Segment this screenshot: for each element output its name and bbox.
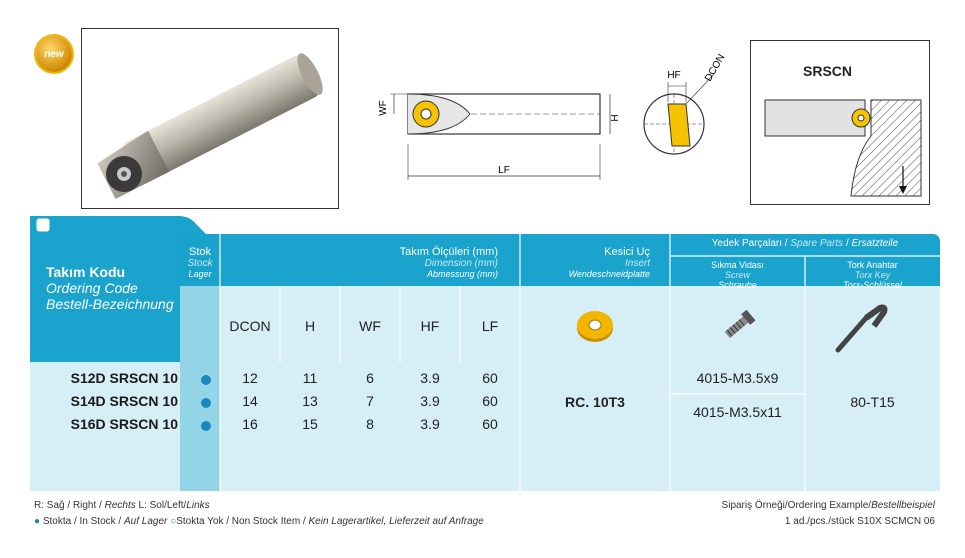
torx-key-icon bbox=[830, 298, 890, 358]
stock-dot-2 bbox=[201, 398, 211, 408]
dimensions-de: Abmessung (mm) bbox=[426, 269, 498, 279]
key-header bbox=[805, 260, 940, 290]
row1-dcon: 12 bbox=[242, 370, 258, 386]
type-diagram bbox=[750, 40, 930, 205]
row3-wf: 8 bbox=[366, 416, 374, 432]
lf-label: LF bbox=[498, 165, 510, 176]
row3-hf: 3.9 bbox=[420, 416, 440, 432]
dimensions-en: Dimension (mm) bbox=[424, 258, 498, 269]
stock-dot-3 bbox=[201, 421, 211, 431]
key-en: Torx Key bbox=[854, 270, 891, 280]
dimensions-tr: Takım Ölçüleri (mm) bbox=[399, 246, 498, 258]
dimension-drawing bbox=[374, 52, 734, 192]
screw-de: Schraube bbox=[718, 280, 757, 290]
no-stock-circle-icon: ○ bbox=[170, 516, 177, 527]
row3-h: 15 bbox=[302, 416, 318, 432]
footer-stock-a: Stokta / In Stock / bbox=[42, 516, 122, 527]
row2-hf: 3.9 bbox=[420, 393, 440, 409]
h-label: H bbox=[610, 114, 621, 122]
screw-header bbox=[670, 260, 805, 290]
ordering-code-de: Bestell-Bezeichnung bbox=[46, 296, 174, 312]
row1-hf: 3.9 bbox=[420, 370, 440, 386]
ordering-code-tr: Takım Kodu bbox=[46, 264, 126, 280]
stock-tr: Stok bbox=[188, 246, 211, 258]
stock-de: Lager bbox=[188, 269, 212, 279]
dcon-label: DCON bbox=[703, 52, 728, 84]
footer-rl-c: L: Sol/Left/ bbox=[135, 500, 187, 511]
stock-dot-1 bbox=[201, 375, 211, 385]
footer-right-left bbox=[34, 500, 210, 511]
footer-order-example-line2: 1 ad./pcs./stück S10X SCMCN 06 bbox=[784, 516, 935, 527]
row2-wf: 7 bbox=[366, 393, 374, 409]
row2-h: 13 bbox=[302, 393, 318, 409]
ordering-code-en: Ordering Code bbox=[46, 280, 138, 296]
insert-de: Wendeschneidplatte bbox=[568, 269, 650, 279]
row2-lf: 60 bbox=[482, 393, 498, 409]
type-title: SRSCN bbox=[803, 63, 853, 79]
hf-label: HF bbox=[667, 70, 681, 81]
wf-label: WF bbox=[378, 100, 389, 116]
col-dcon: DCON bbox=[229, 318, 271, 334]
row1-lf: 60 bbox=[482, 370, 498, 386]
screw-tr: Sıkma Vidası bbox=[711, 260, 764, 270]
key-de: Torx-Schlüssel bbox=[843, 280, 902, 290]
insert-tr: Kesici Uç bbox=[604, 246, 650, 258]
insert-header bbox=[520, 246, 670, 279]
product-photo bbox=[81, 28, 339, 209]
insert-code: RC. 10T3 bbox=[565, 394, 625, 410]
new-badge-label: new bbox=[44, 48, 64, 60]
in-stock-dot-icon: ● bbox=[34, 516, 41, 527]
spare-parts-de: Ersatzteile bbox=[851, 238, 899, 249]
row3-dcon: 16 bbox=[242, 416, 258, 432]
stock-en: Stock bbox=[187, 258, 213, 269]
product-table bbox=[30, 216, 940, 491]
col-wf: WF bbox=[359, 318, 381, 334]
footer-stock-d: Kein Lagerartikel, Lieferzeit auf Anfrage bbox=[308, 516, 484, 527]
footer-stock-c: Stokta Yok / Non Stock Item / bbox=[176, 516, 306, 527]
footer-rl-d: Links bbox=[186, 500, 210, 511]
dimensions-header bbox=[220, 246, 520, 279]
screw-en: Screw bbox=[724, 270, 750, 280]
spare-parts-tr: Yedek Parçaları bbox=[711, 238, 783, 249]
key-tr: Tork Anahtar bbox=[847, 260, 898, 270]
screw-icon bbox=[718, 306, 758, 346]
footer-order-example bbox=[722, 500, 935, 511]
stock-header bbox=[180, 246, 220, 279]
col-h: H bbox=[304, 318, 316, 334]
row1-h: 11 bbox=[302, 370, 318, 386]
row1-wf: 6 bbox=[366, 370, 374, 386]
screw-code-2: 4015-M3.5x11 bbox=[693, 404, 782, 420]
footer-stock-legend bbox=[34, 516, 484, 527]
footer-rl-a: R: Sağ / Right / bbox=[34, 500, 105, 511]
row3-lf: 60 bbox=[482, 416, 498, 432]
spare-parts-en: Spare Parts bbox=[790, 238, 844, 249]
tool-holder-image bbox=[82, 29, 339, 209]
footer-rl-b: Rechts bbox=[104, 500, 136, 511]
row2-dcon: 14 bbox=[242, 393, 258, 409]
spare-parts-header: Yedek Parçaları / Spare Parts / Ersatzteile bbox=[711, 238, 899, 249]
col-lf: LF bbox=[481, 318, 499, 334]
screw-code-1: 4015-M3.5x9 bbox=[696, 370, 779, 386]
col-hf: HF bbox=[420, 318, 440, 334]
footer-oe-a: Sipariş Örneği/Ordering Example/ bbox=[721, 500, 872, 511]
new-badge bbox=[36, 36, 72, 72]
footer-oe-b: Bestellbeispiel bbox=[871, 500, 935, 511]
row-code-1: S12D SRSCN 10 bbox=[70, 370, 178, 386]
row-code-3: S16D SRSCN 10 bbox=[70, 416, 178, 432]
ordering-code-header bbox=[46, 264, 196, 312]
type-drawing bbox=[751, 86, 929, 206]
insert-en: Insert bbox=[624, 258, 650, 269]
footer-stock-b: Auf Lager bbox=[123, 516, 168, 527]
key-code: 80-T15 bbox=[850, 394, 895, 410]
insert-icon bbox=[575, 306, 615, 346]
row-code-2: S14D SRSCN 10 bbox=[70, 393, 178, 409]
